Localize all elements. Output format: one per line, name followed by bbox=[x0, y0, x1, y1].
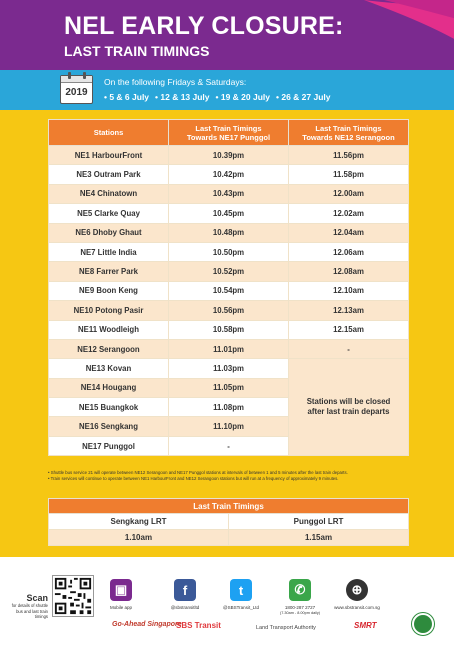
station-cell: NE7 Little India bbox=[49, 242, 169, 261]
station-cell: NE8 Farrer Park bbox=[49, 262, 169, 281]
serangoon-time-cell: - bbox=[289, 339, 409, 358]
date-item: • 19 & 20 July bbox=[215, 92, 270, 102]
page-title: NEL EARLY CLOSURE: bbox=[64, 12, 344, 40]
table-row bbox=[49, 320, 409, 339]
serangoon-time-cell: 12.04am bbox=[289, 223, 409, 242]
table-row bbox=[49, 262, 409, 281]
station-cell: NE3 Outram Park bbox=[49, 165, 169, 184]
banner-intro: On the following Fridays & Saturdays: bbox=[104, 77, 247, 87]
stations-closed-note: Stations will be closed after last train departs bbox=[289, 359, 409, 456]
table-row bbox=[49, 242, 409, 261]
serangoon-time-cell: 12.02am bbox=[289, 204, 409, 223]
scan-text bbox=[10, 593, 48, 620]
punggol-time-cell: 11.03pm bbox=[169, 359, 289, 378]
lrt-table bbox=[48, 498, 409, 546]
station-cell: NE6 Dhoby Ghaut bbox=[49, 223, 169, 242]
punggol-time-cell: - bbox=[169, 436, 289, 455]
station-cell: NE11 Woodleigh bbox=[49, 320, 169, 339]
logo-go-ahead: Go-Ahead Singapore bbox=[112, 621, 182, 628]
lrt-value-sengkang: 1.10am bbox=[49, 530, 229, 546]
punggol-time-cell: 11.08pm bbox=[169, 398, 289, 417]
contact-label: 1800-287 2727 bbox=[284, 605, 316, 610]
lrt-title: Last Train Timings bbox=[49, 499, 409, 514]
table-row bbox=[49, 301, 409, 320]
table-row bbox=[49, 359, 409, 378]
contact-label: @SBSTransit_Ltd bbox=[223, 605, 259, 610]
punggol-time-cell: 11.10pm bbox=[169, 417, 289, 436]
logo-lta: Land Transport Authority bbox=[256, 625, 316, 631]
mobile-app-icon[interactable]: ▣ bbox=[110, 579, 132, 601]
table-row bbox=[49, 146, 409, 165]
note-train-frequency: • Train services will continue to operate between NE1 HarbourFront and NE12 Serangoon stations but will run at a frequency of approximately 9 minutes. bbox=[48, 476, 339, 481]
serangoon-time-cell: 12.06am bbox=[289, 242, 409, 261]
punggol-time-cell: 10.54pm bbox=[169, 281, 289, 300]
logo-smrt: SMRT bbox=[354, 621, 377, 630]
lrt-header-sengkang: Sengkang LRT bbox=[49, 514, 229, 530]
note-shuttle-bus: • Shuttle bus service 21 will operate between NE12 Serangoon and NE17 Punggol stations at intervals of between 1 and 5 minutes after the last train departs. bbox=[48, 470, 348, 475]
date-item: • 26 & 27 July bbox=[276, 92, 331, 102]
punggol-time-cell: 10.39pm bbox=[169, 146, 289, 165]
table-row bbox=[49, 281, 409, 300]
station-cell: NE1 HarbourFront bbox=[49, 146, 169, 165]
station-cell: NE5 Clarke Quay bbox=[49, 204, 169, 223]
logo-ura-badge bbox=[412, 613, 434, 635]
scan-label: Scan bbox=[26, 593, 48, 603]
serangoon-time-cell: 11.58pm bbox=[289, 165, 409, 184]
header-towards-punggol: Last Train Timings Towards NE17 Punggol bbox=[169, 120, 289, 146]
qr-code[interactable] bbox=[52, 575, 94, 617]
station-cell: NE13 Kovan bbox=[49, 359, 169, 378]
last-train-table bbox=[48, 119, 409, 456]
logo-sbs-transit: SBS Transit bbox=[176, 621, 221, 630]
punggol-time-cell: 10.45pm bbox=[169, 204, 289, 223]
lrt-header-punggol: Punggol LRT bbox=[229, 514, 409, 530]
header-stations: Stations bbox=[49, 120, 169, 146]
facebook-icon[interactable]: f bbox=[174, 579, 196, 601]
serangoon-time-cell: 12.08am bbox=[289, 262, 409, 281]
lrt-header-row bbox=[49, 514, 409, 530]
phone-hours: (7.30am - 8.00pm daily) bbox=[279, 611, 321, 615]
notes bbox=[48, 470, 418, 482]
table-row bbox=[49, 223, 409, 242]
contact-label: @sbstransitltd bbox=[170, 605, 200, 610]
qr-code-graphic bbox=[53, 576, 93, 616]
punggol-time-cell: 10.48pm bbox=[169, 223, 289, 242]
date-item: • 5 & 6 July bbox=[104, 92, 150, 102]
serangoon-time-cell: 12.13am bbox=[289, 301, 409, 320]
page-subtitle: LAST TRAIN TIMINGS bbox=[64, 43, 210, 59]
punggol-time-cell: 10.52pm bbox=[169, 262, 289, 281]
header-towards-serangoon: Last Train Timings Towards NE12 Serangoon bbox=[289, 120, 409, 146]
table-row bbox=[49, 204, 409, 223]
punggol-time-cell: 10.42pm bbox=[169, 165, 289, 184]
lrt-title-row bbox=[49, 499, 409, 514]
station-cell: NE14 Hougang bbox=[49, 378, 169, 397]
lrt-value-punggol: 1.15am bbox=[229, 530, 409, 546]
station-cell: NE17 Punggol bbox=[49, 436, 169, 455]
station-cell: NE12 Serangoon bbox=[49, 339, 169, 358]
serangoon-time-cell: 12.00am bbox=[289, 184, 409, 203]
punggol-time-cell: 10.43pm bbox=[169, 184, 289, 203]
station-cell: NE10 Potong Pasir bbox=[49, 301, 169, 320]
date-item: • 12 & 13 July bbox=[155, 92, 210, 102]
punggol-time-cell: 10.58pm bbox=[169, 320, 289, 339]
table-row bbox=[49, 184, 409, 203]
punggol-time-cell: 11.05pm bbox=[169, 378, 289, 397]
table-header-row bbox=[49, 120, 409, 146]
punggol-time-cell: 10.56pm bbox=[169, 301, 289, 320]
calendar-year: 2019 bbox=[65, 87, 88, 98]
globe-icon[interactable]: ⊕ bbox=[346, 579, 368, 601]
serangoon-time-cell: 12.10am bbox=[289, 281, 409, 300]
station-cell: NE15 Buangkok bbox=[49, 398, 169, 417]
station-cell: NE9 Boon Keng bbox=[49, 281, 169, 300]
lrt-value-row bbox=[49, 530, 409, 546]
twitter-icon[interactable]: t bbox=[230, 579, 252, 601]
punggol-time-cell: 11.01pm bbox=[169, 339, 289, 358]
station-cell: NE16 Sengkang bbox=[49, 417, 169, 436]
punggol-time-cell: 10.50pm bbox=[169, 242, 289, 261]
contact-label: www.sbstransit.com.sg bbox=[334, 605, 380, 610]
station-cell: NE4 Chinatown bbox=[49, 184, 169, 203]
table-row bbox=[49, 165, 409, 184]
contact-label: Mobile app bbox=[109, 605, 132, 610]
serangoon-time-cell: 11.56pm bbox=[289, 146, 409, 165]
serangoon-time-cell: 12.15am bbox=[289, 320, 409, 339]
scan-detail: for details of shuttle bus and last train timings bbox=[11, 603, 48, 619]
calendar-icon bbox=[60, 75, 93, 104]
table-row bbox=[49, 339, 409, 358]
phone-icon[interactable]: ✆ bbox=[289, 579, 311, 601]
banner-dates bbox=[104, 92, 330, 102]
